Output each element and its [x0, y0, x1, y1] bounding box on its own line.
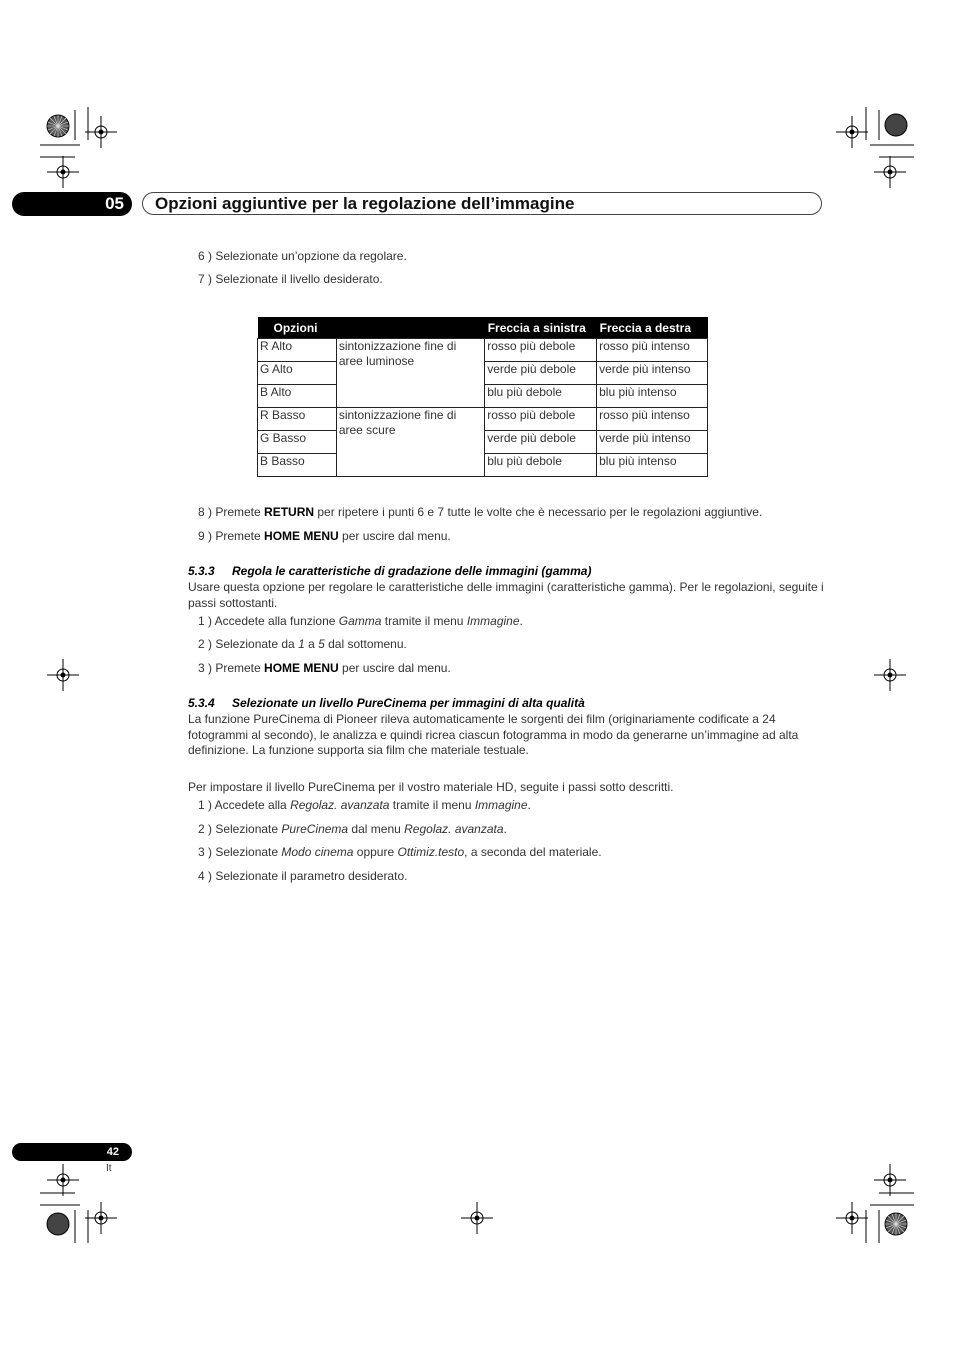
chapter-number: 05: [105, 194, 124, 213]
registration-cross-icon: [836, 116, 868, 148]
header-right-arrow: Freccia a destra: [597, 317, 708, 339]
registration-cross-icon: [85, 1202, 117, 1234]
right-arrow-cell: rosso più intenso: [597, 408, 708, 431]
registration-star-icon: [47, 115, 69, 137]
registration-star-icon: [885, 1213, 907, 1235]
header-description: [336, 317, 484, 339]
options-table: [257, 317, 708, 477]
registration-cross-icon: [47, 1164, 79, 1196]
left-arrow-cell: rosso più debole: [485, 408, 597, 431]
section-5-3-4-body: La funzione PureCinema di Pioneer rileva automaticamente le sorgenti dei film (originariamente codificate a 24 fotogrammi al secondo), le analizza e quindi ricrea ciascun fotogramma in modo da generarne un’immagine ad alta definizione. La funzione supporta sia film che materiale testuale.: [188, 712, 799, 757]
right-arrow-cell: verde più intenso: [597, 431, 708, 454]
registration-cross-icon: [461, 1202, 493, 1234]
home-menu-key: HOME MENU: [264, 529, 339, 543]
header-left-arrow: Freccia a sinistra: [485, 317, 597, 339]
registration-cross-icon: [47, 659, 79, 691]
registration-cross-icon: [47, 156, 79, 188]
option-cell: R Alto: [258, 339, 337, 362]
right-arrow-cell: blu più intenso: [597, 454, 708, 477]
left-arrow-cell: verde più debole: [485, 431, 597, 454]
step-9: 9 ) Premete HOME MENU per uscire dal menu.: [198, 529, 451, 543]
step-5-3-4-4: 4 ) Selezionate il parametro desiderato.: [198, 869, 408, 883]
page-number: 42: [106, 1146, 119, 1158]
header-options: Opzioni: [258, 317, 337, 339]
step-5-3-4-3: 3 ) Selezionate Modo cinema oppure Ottimiz.testo, a seconda del materiale.: [198, 845, 602, 859]
option-cell: G Alto: [258, 362, 337, 385]
page-number-badge: [12, 1143, 132, 1161]
chapter-title: Opzioni aggiuntive per la regolazione dell’immagine: [155, 194, 575, 213]
left-arrow-cell: blu più debole: [485, 454, 597, 477]
chapter-number-badge: [12, 192, 132, 216]
step-7: 7 ) Selezionate il livello desiderato.: [198, 272, 383, 286]
section-5-3-3-body: Usare questa opzione per regolare le caratteristiche delle immagini (caratteristiche gamma). Per le regolazioni, seguite i passi sottostanti.: [188, 580, 824, 610]
registration-cross-icon: [874, 156, 906, 188]
left-arrow-cell: blu più debole: [485, 385, 597, 408]
table-header-row: [258, 317, 708, 339]
section-heading-5-3-3: 5.3.3 Regola le caratteristiche di gradazione delle immagini (gamma): [188, 564, 592, 578]
group-description-cell: sintonizzazione fine di aree luminose: [336, 339, 484, 408]
home-menu-key: HOME MENU: [264, 661, 339, 675]
chapter-title-bar: [142, 192, 822, 215]
right-arrow-cell: verde più intenso: [597, 362, 708, 385]
section-heading-5-3-4: 5.3.4 Selezionate un livello PureCinema per immagini di alta qualità: [188, 696, 585, 710]
section-5-3-4-intro: Per impostare il livello PureCinema per il vostro materiale HD, seguite i passi sotto descritti.: [188, 780, 674, 794]
option-cell: R Basso: [258, 408, 337, 431]
option-cell: G Basso: [258, 431, 337, 454]
option-cell: B Alto: [258, 385, 337, 408]
step-5-3-4-2: 2 ) Selezionate PureCinema dal menu Regolaz. avanzata.: [198, 822, 507, 836]
group-description-cell: sintonizzazione fine di aree scure: [336, 408, 484, 477]
step-5-3-3-2: 2 ) Selezionate da 1 a 5 dal sottomenu.: [198, 637, 407, 651]
step-6: 6 ) Selezionate un’opzione da regolare.: [198, 249, 407, 263]
right-arrow-cell: blu più intenso: [597, 385, 708, 408]
return-key: RETURN: [264, 505, 315, 519]
left-arrow-cell: rosso più debole: [485, 339, 597, 362]
table-row: [258, 408, 708, 431]
left-arrow-cell: verde più debole: [485, 362, 597, 385]
step-5-3-3-1: 1 ) Accedete alla funzione Gamma tramite il menu Immagine.: [198, 614, 523, 628]
registration-cross-icon: [85, 116, 117, 148]
step-5-3-4-1: 1 ) Accedete alla Regolaz. avanzata tramite il menu Immagine.: [198, 798, 531, 812]
table-row: [258, 339, 708, 362]
registration-cross-icon: [836, 1202, 868, 1234]
registration-cross-icon: [874, 1164, 906, 1196]
registration-disk-icon: [885, 114, 907, 136]
registration-disk-icon: [47, 1213, 69, 1235]
right-arrow-cell: rosso più intenso: [597, 339, 708, 362]
step-8: 8 ) Premete RETURN per ripetere i punti 6 e 7 tutte le volte che è necessario per le regolazioni aggiuntive.: [198, 505, 763, 519]
option-cell: B Basso: [258, 454, 337, 477]
step-5-3-3-3: 3 ) Premete HOME MENU per uscire dal menu.: [198, 661, 451, 675]
registration-cross-icon: [874, 659, 906, 691]
language-code: It: [106, 1163, 112, 1174]
